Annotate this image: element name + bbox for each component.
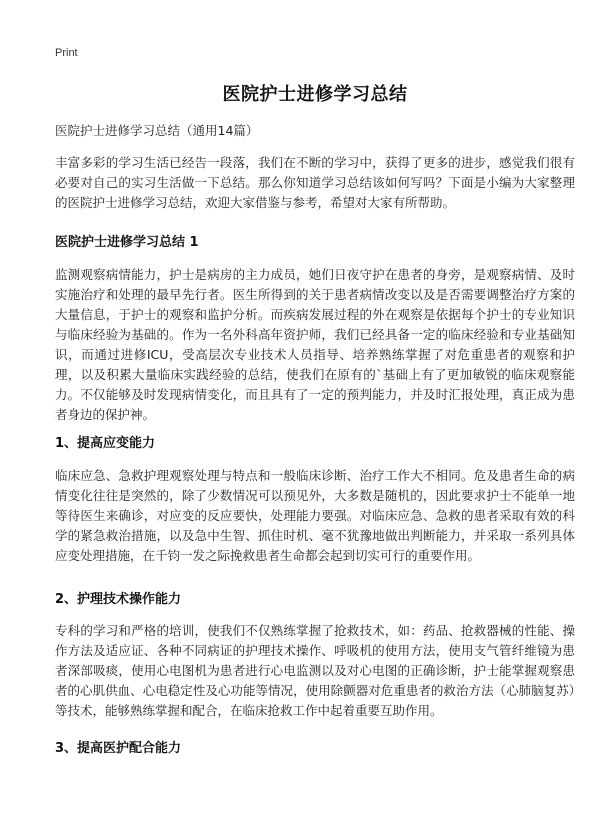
print-link[interactable]: Print <box>55 47 78 59</box>
section-heading: 3、提高医护配合能力 <box>55 741 182 756</box>
section-paragraph: 临床应急、急救护理观察处理与特点和一般临床诊断、治疗工作大不相同。危及患者生命的病情变化往往是突然的，除了少数情况可以预见外，大多数是随机的，因此要求护士不能单一地等待医生来确诊，对应变的反应要快，处理能力要强。对临床应急、急救的患者采取有效的科学的紧急救治措施，以及急中生智、抓住时机、毫不犹豫地做出判断能力，并采取一系列具体应变处理措施，在千钧一发之际挽救患者生命都会起到切实可行的重要作用。 <box>55 468 575 563</box>
section-paragraph: 监测观察病情能力，护士是病房的主力成员，她们日夜守护在患者的身旁，是观察病情、及时实施治疗和处理的最早先行者。医生所得到的关于患者病情改变以及是否需要调整治疗方案的大量信息，于护士的观察和监护分析。而疾病发展过程的外在观察是依据每个护士的专业知识与临床经验为基础的。作为一名外科高年资护师，我们已经具备一定的临床经验和专业基础知识，而通过进修ICU，受高层次专业技术人员指导、培养熟练掌握了对危重患者的观察和护理，以及积累大量临床实践经验的总结，使我们在原有的`基础上有了更加敏锐的临床观察能力。不仅能够及时发现病情变化，而且具有了一定的预判能力，并及时汇报处理，真正成为患者身边的保护神。 <box>55 267 575 422</box>
document-subtitle: 医院护士进修学习总结（通用14篇） <box>55 123 259 138</box>
section-heading: 1、提高应变能力 <box>55 436 156 451</box>
page-title: 医院护士进修学习总结 <box>222 84 408 105</box>
intro-paragraph: 丰富多彩的学习生活已经告一段落，我们在不断的学习中，获得了更多的进步，感觉我们很有必要对自己的实习生活做一下总结。那么你知道学习总结该如何写吗？下面是小编为大家整理的医院护士进修学习总结，欢迎大家借鉴与参考，希望对大家有所帮助。 <box>55 155 575 210</box>
section-heading: 医院护士进修学习总结 1 <box>55 235 199 250</box>
section-heading: 2、护理技术操作能力 <box>55 592 182 607</box>
section-paragraph: 专科的学习和严格的培训，使我们不仅熟练掌握了抢救技术，如：药品、抢救器械的性能、操作方法及适应证、各种不同病证的护理技术操作、呼吸机的使用方法，使用支气管纤维镜为患者深部吸痰，使用心电图机为患者进行心电监测以及对心电图的正确诊断，护士能掌握观察患者的心肌供血、心电稳定性及心功能等情况，使用除颤器对危重患者的救治方法（心肺脑复苏）等技术，能够熟练掌握和配合，在临床抢救工作中起着重要互助作用。 <box>55 623 575 718</box>
